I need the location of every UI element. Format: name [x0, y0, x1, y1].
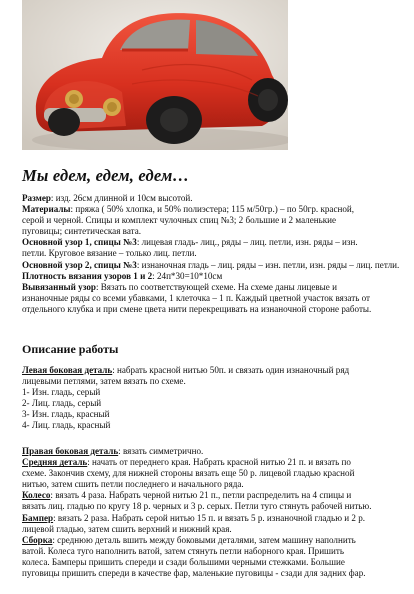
assembly-line-2: ватой. Колеса туго наполнить ватой, затем стянуть петли наборного края. Пришить	[22, 545, 345, 556]
colorwork-line-2: изнаночные ряды со всеми убавками, 1 клеточка – 1 п. Каждый цветной участок вязать от	[22, 292, 371, 303]
list-item: 1- Изн. гладь, серый	[22, 387, 101, 398]
list-item: 4- Лиц. гладь, красный	[22, 420, 111, 431]
list-item: 3- Изн. гладь, красный	[22, 409, 110, 420]
colorwork-line-1: Вывязанный узор: Вязать по соответствующей схеме. На схеме даны лицевые и	[22, 281, 337, 292]
pattern1-line-2: петли. Круговое вязание – только лиц. петли.	[22, 248, 197, 259]
car-illustration	[22, 0, 288, 150]
middle-line-1: Средняя деталь: начать от переднего края. Набрать красной нитью 21 п. и вязать по	[22, 457, 351, 468]
middle-line-2: схеме. Закончив схему, для нижней стороны вязать еще 50 р. лицевой гладью красной	[22, 468, 355, 479]
assembly-line-4: пуговицы пришить спереди в качестве фар, маленькие пуговицы - сзади для задних фар.	[22, 568, 366, 579]
left-side-line-2: лицевыми петлями, затем вязать по схеме.	[22, 376, 186, 387]
section-heading: Описание работы	[22, 342, 119, 356]
assembly-line-1: Сборка: среднюю деталь вшить между боковыми деталями, затем машину наполнить	[22, 534, 356, 545]
materials-line-2: серой и черной. Спицы и комплект чулочных спиц №3; 2 большие и 2 маленькие	[22, 215, 337, 226]
pattern1-line-1: Основной узор 1, спицы №3: лицевая гладь- лиц., ряды – лиц. петли, изн. ряды – изн.	[22, 237, 358, 248]
materials-line-1: Материалы: пряжа ( 50% хлопка, и 50% полиэстера; 115 м/50гр.) – по 50гр. красной,	[22, 204, 355, 215]
colorwork-line-3: отдельного клубка и при смене цвета нити перекрещивать на изнаночной стороне работы.	[22, 303, 372, 314]
density-line: Плотность вязания узоров 1 и 2: 24п*30=10*10см	[22, 270, 223, 281]
materials-line-3: пуговицы; синтетическая вата.	[22, 226, 142, 237]
right-side-line: Правая боковая деталь: вязать симметрично.	[22, 446, 204, 456]
assembly-line-3: колеса. Бамперы пришить спереди и сзади большими черными стежками. Большие	[22, 556, 345, 567]
pattern2-line: Основной узор 2, спицы №3: изнаночная гладь – лиц. ряды – изн. петли, изн. ряды – лиц. петли.	[22, 259, 400, 270]
left-side-line-1: Левая боковая деталь: набрать красной нитью 50п. и связать один изнаночный ряд	[22, 365, 350, 375]
bumper-line-2: лицевой гладью, затем сшить верхний и нижний края.	[22, 523, 232, 534]
size-line: Размер: изд. 26см длинной и 10см высотой.	[22, 193, 193, 203]
knitted-car-photo	[22, 0, 288, 150]
list-item: 2- Лиц. гладь, серый	[22, 398, 102, 409]
wheel-line-2: вязать лиц. гладью по кругу 18 р. черных и 3 р. серых. Петли туго стянуть рабочей нитью.	[22, 501, 372, 512]
assembly-instructions-block	[22, 446, 400, 579]
article-title: Мы едем, едем, едем…	[22, 166, 190, 185]
bumper-line-1: Бампер: вязать 2 раза. Набрать серой нитью 15 п. и вязать 5 р. изнаночной гладью и 2 р.	[22, 512, 366, 523]
wheel-line-1: Колесо: вязать 4 раза. Набрать черной нитью 21 п., петли распределить на 4 спицы и	[22, 490, 352, 501]
middle-line-3: нитью, затем сшить петли последнего и начального ряда.	[22, 479, 244, 490]
left-side-block	[22, 365, 400, 432]
intro-block	[22, 193, 400, 315]
